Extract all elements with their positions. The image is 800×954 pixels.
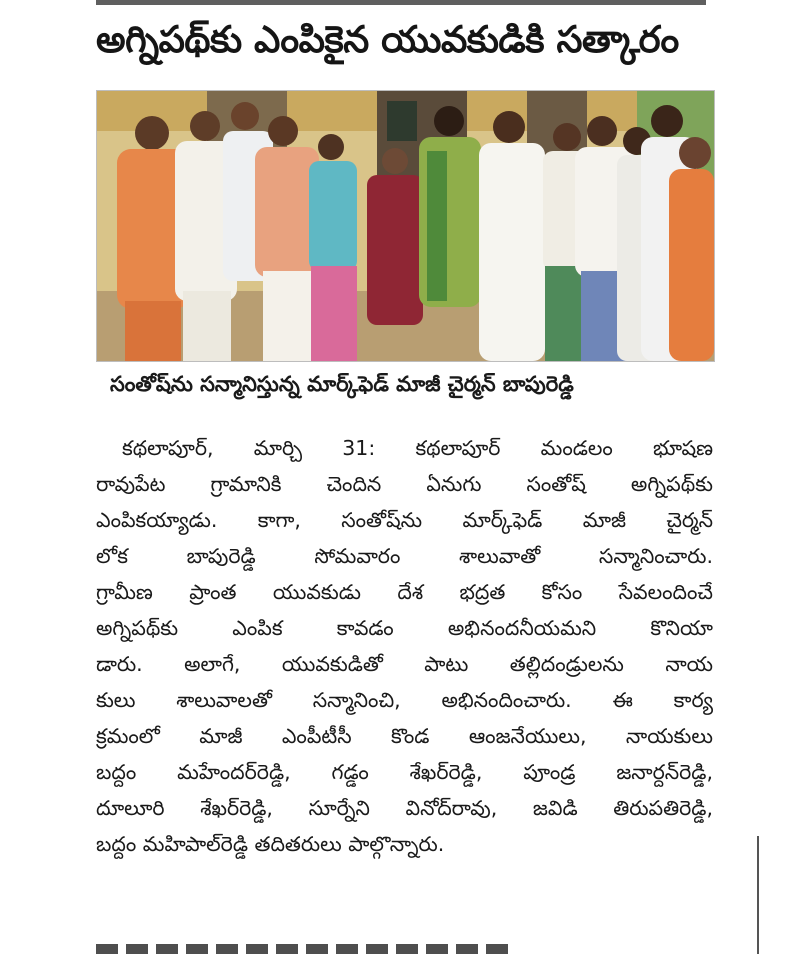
body-line: గ్రామీణ ప్రాంత యువకుడు దేశ భద్రత కోసం సేవలందించే xyxy=(96,580,713,604)
previous-article-fragment xyxy=(96,0,706,8)
body-line: కథలాపూర్, మార్చి 31: కథలాపూర్ మండలం భూషణ xyxy=(122,436,713,460)
body-line: ఎంపికయ్యాడు. కాగా, సంతోష్‌ను మార్క్‌ఫెడ్ మాజీ చైర్మన్ xyxy=(96,508,713,532)
body-line: బద్దం మహిపాల్‌రెడ్డి తదితరులు పాల్గొన్నారు. xyxy=(96,832,445,856)
next-article-fragment xyxy=(96,944,516,954)
body-line: లోక బాపురెడ్డి సోమవారం శాలువాతో సన్మానించారు. xyxy=(96,544,713,568)
body-line: దూలూరి శేఖర్‌రెడ్డి, సూర్నేని వినోద్‌రావు, జవిడి తిరుపతిరెడ్డి, xyxy=(96,796,713,820)
body-line: డారు. అలాగే, యువకుడితో పాటు తల్లిదండ్రులను నాయ xyxy=(96,652,713,676)
body-line: రావుపేట గ్రామానికి చెందిన ఏనుగు సంతోష్ అగ్నిపథ్‌కు xyxy=(96,472,713,496)
column-divider xyxy=(757,836,759,954)
body-line: అగ్నిపథ్‌కు ఎంపిక కావడం అభినందనీయమని కొనియా xyxy=(96,616,713,640)
photo-caption: సంతోష్‌ను సన్మానిస్తున్న మార్క్‌ఫెడ్ మాజీ చైర్మన్ బాపురెడ్డి xyxy=(110,372,574,396)
article-photo xyxy=(96,90,715,362)
body-line: కులు శాలువాలతో సన్మానించి, అభినందించారు. ఈ కార్య xyxy=(96,688,713,712)
body-line: బద్దం మహేందర్‌రెడ్డి, గడ్డం శేఖర్‌రెడ్డి, పూండ్ర జనార్దన్‌రెడ్డి, xyxy=(96,760,713,784)
body-line: క్రమంలో మాజీ ఎంపీటీసీ కొండ ఆంజనేయులు, నాయకులు xyxy=(96,724,713,748)
article-body xyxy=(96,430,713,862)
article-headline: అగ్నిపథ్‌కు ఎంపికైన యువకుడికి సత్కారం xyxy=(96,18,679,61)
